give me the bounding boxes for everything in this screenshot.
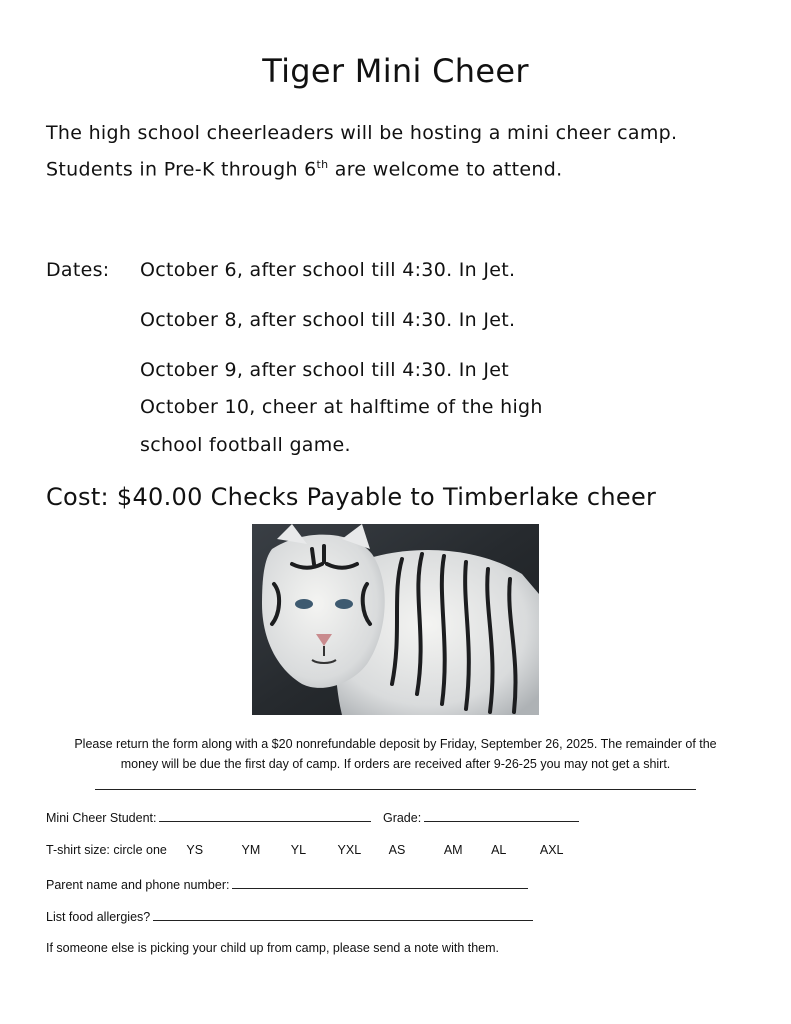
student-row <box>46 809 579 825</box>
ordinal-suffix: th <box>316 158 329 171</box>
cost-line: Cost: $40.00 Checks Payable to Timberlake cheer <box>46 483 657 511</box>
tshirt-size-label: T-shirt size: circle one <box>46 843 167 857</box>
deposit-notice-line-2: money will be due the first day of camp. If orders are received after 9-26-25 you may not get a shirt. <box>120 757 671 771</box>
grade-label: Grade: <box>382 811 422 825</box>
flyer-title: Tiger Mini Cheer <box>262 52 529 90</box>
size-option-am[interactable]: AM <box>443 843 463 857</box>
size-option-al[interactable]: AL <box>491 843 507 857</box>
intro-line-2-start: Students in Pre-K through 6 <box>46 158 317 181</box>
date-item: October 9, after school till 4:30. In Jet <box>140 359 509 381</box>
student-label: Mini Cheer Student: <box>46 811 157 825</box>
pickup-note: If someone else is picking your child up from camp, please send a note with them. <box>46 941 500 955</box>
parent-label: Parent name and phone number: <box>46 878 230 892</box>
intro-line-2-end: are welcome to attend. <box>328 158 563 181</box>
date-item: October 10, cheer at halftime of the high <box>140 396 543 418</box>
tshirt-size-row <box>46 843 564 857</box>
parent-row <box>46 876 528 892</box>
size-option-ym[interactable]: YM <box>241 843 261 857</box>
allergy-blank[interactable] <box>153 908 533 921</box>
white-tiger-photo <box>252 524 539 715</box>
size-option-yxl[interactable]: YXL <box>337 843 362 857</box>
parent-info-blank[interactable] <box>232 876 528 889</box>
student-name-blank[interactable] <box>159 809 371 822</box>
allergy-row <box>46 908 533 924</box>
date-item: October 6, after school till 4:30. In Jet. <box>140 259 516 281</box>
deposit-notice-line-1: Please return the form along with a $20 nonrefundable deposit by Friday, September 26, 2025. The remainder of the <box>74 737 717 751</box>
size-option-axl[interactable]: AXL <box>539 843 564 857</box>
allergy-label: List food allergies? <box>46 910 151 924</box>
date-item: October 8, after school till 4:30. In Jet. <box>140 309 516 331</box>
intro-line-2 <box>46 158 562 180</box>
size-option-as[interactable]: AS <box>388 843 406 857</box>
intro-line-1: The high school cheerleaders will be hosting a mini cheer camp. <box>46 122 678 144</box>
size-option-yl[interactable]: YL <box>290 843 307 857</box>
size-option-ys[interactable]: YS <box>186 843 204 857</box>
dates-label: Dates: <box>46 259 110 281</box>
grade-blank[interactable] <box>424 809 579 822</box>
cut-line <box>95 789 696 790</box>
date-item-continued: school football game. <box>140 434 351 456</box>
